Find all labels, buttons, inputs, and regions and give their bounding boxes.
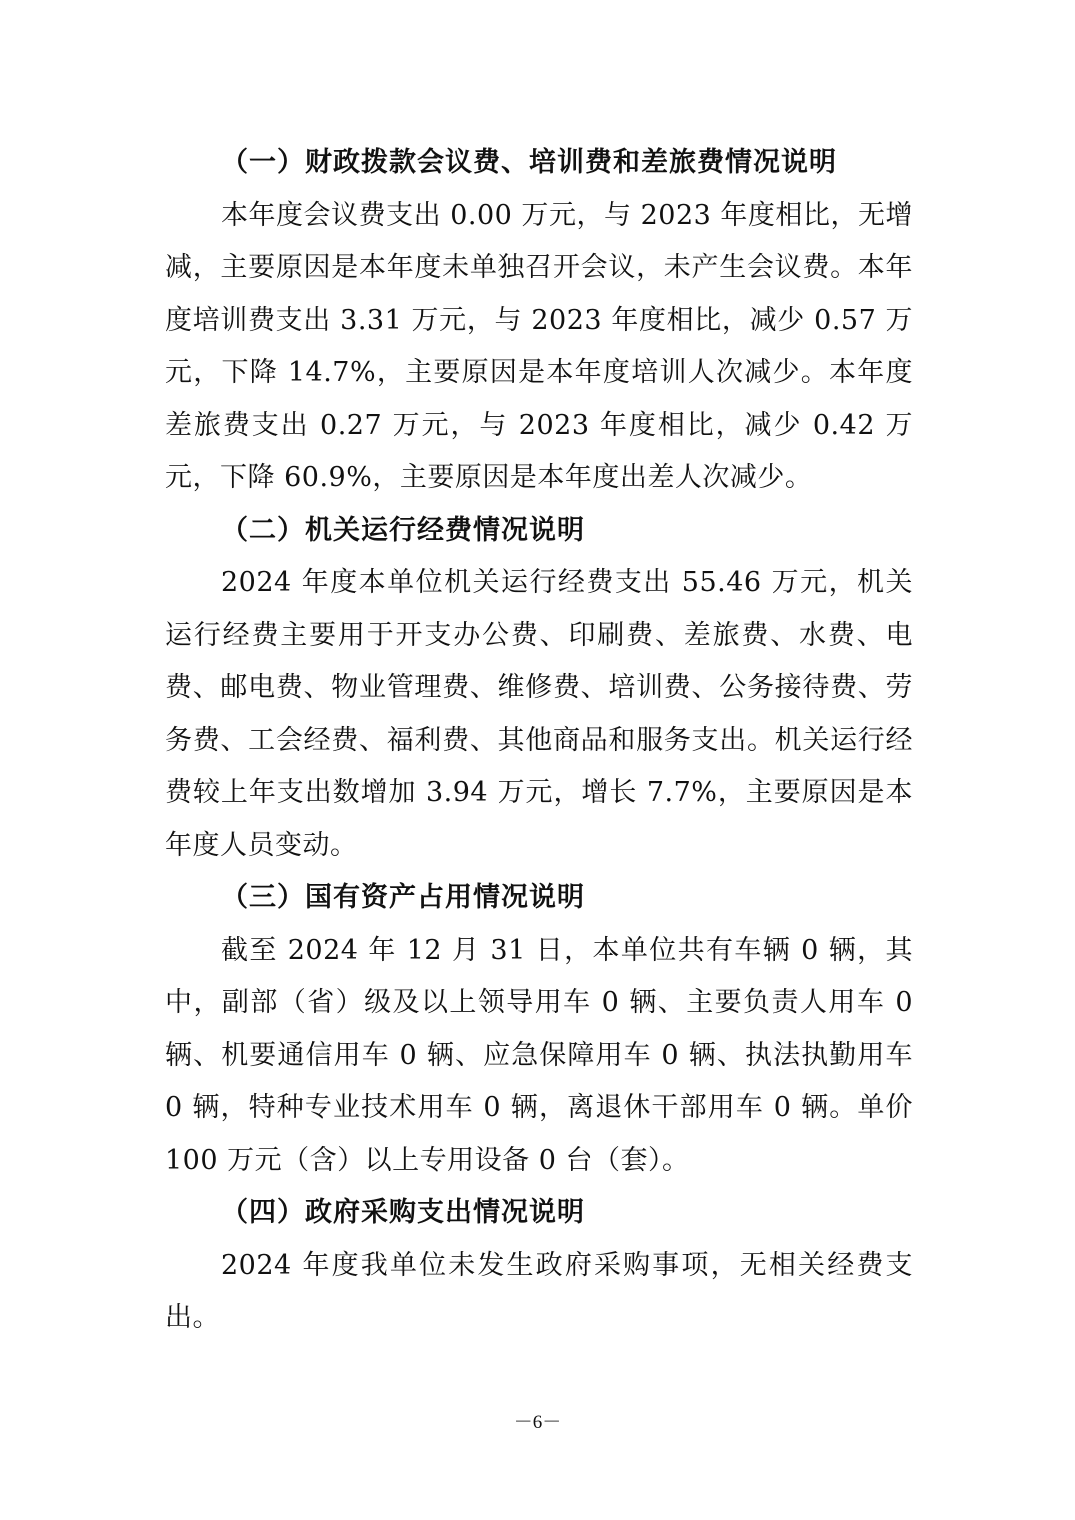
page-number: －6－ [513,1412,562,1433]
section-heading-3: （三）国有资产占用情况说明 [221,882,585,913]
section-paragraph-1: 本年度会议费支出 0.00 万元，与 2023 年度相比，无增减，主要原因是本年度未单独召开会议，未产生会议费。本年度培训费支出 3.31 万元，与 2023 年度相比，减少 0.57 万元，下降 14.7%，主要原因是本年度培训人次减少。本年度差旅费支出 0.27 万元，与 2023 年度相比，减少 0.42 万元，下降 60.9%，主要原因是本年度出差人次减少。 [165,199,913,493]
section-heading-2: （二）机关运行经费情况说明 [221,514,585,546]
section-heading-1: （一）财政拨款会议费、培训费和差旅费情况说明 [221,147,837,178]
section-paragraph-3: 截至 2024 年 12 月 31 日，本单位共有车辆 0 辆，其中，副部（省）级及以上领导用车 0 辆、主要负责人用车 0 辆、机要通信用车 0 辆、应急保障用车 0 辆、执法执勤用车 0 辆，特种专业技术用车 0 辆，离退休干部用车 0 辆。单价 100 万元（含）以上专用设备 0 台（套）。 [165,934,913,1176]
section-heading-4: （四）政府采购支出情况说明 [221,1197,585,1228]
section-paragraph-2: 2024 年度本单位机关运行经费支出 55.46 万元，机关运行经费主要用于开支办公费、印刷费、差旅费、水费、电费、邮电费、物业管理费、维修费、培训费、公务接待费、劳务费、工会经费、福利费、其他商品和服务支出。机关运行经费较上年支出数增加 3.94 万元，增长 7.7%，主要原因是本年度人员变动。 [165,567,913,861]
section-paragraph-4: 2024 年度我单位未发生政府采购事项，无相关经费支出。 [165,1249,913,1333]
document-body [165,137,913,1345]
